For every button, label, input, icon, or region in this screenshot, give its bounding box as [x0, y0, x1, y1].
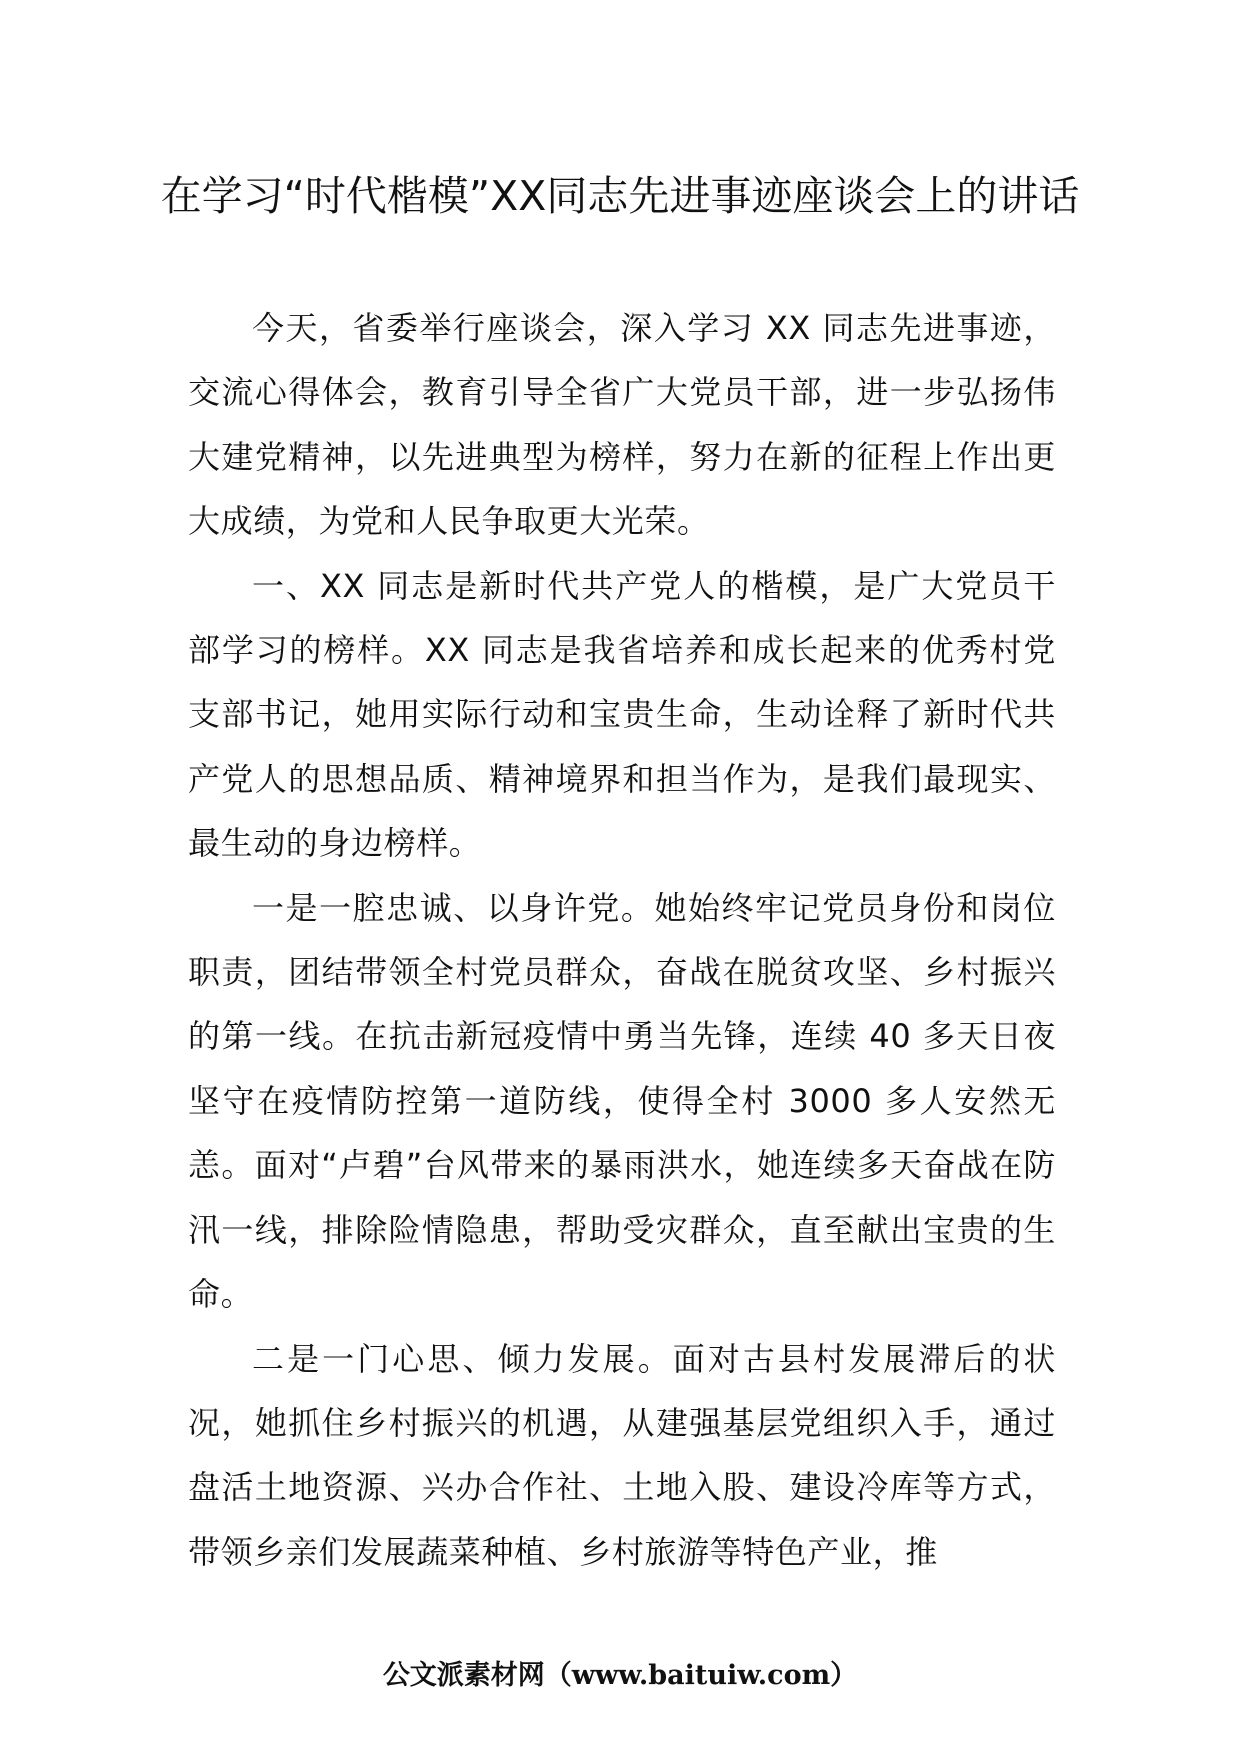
- document-title: 在学习“时代楷模”XX同志先进事迹座谈会上的讲话: [160, 172, 1080, 220]
- footer-watermark: 公文派素材网（www.baituiw.com）: [382, 1660, 858, 1691]
- paragraph-2: 一、XX 同志是新时代共产党人的楷模，是广大党员干部学习的榜样。XX 同志是我省培养和成长起来的优秀村党支部书记，她用实际行动和宝贵生命，生动诠释了新时代共产党人的思想品质、精神境界和担当作为，是我们最现实、最生动的身边榜样。: [188, 566, 1056, 863]
- paragraph-3: 一是一腔忠诚、以身许党。她始终牢记党员身份和岗位职责，团结带领全村党员群众，奋战在脱贫攻坚、乡村振兴的第一线。在抗击新冠疫情中勇当先锋，连续 40 多天日夜坚守在疫情防控第一道防线，使得全村 3000 多人安然无恙。面对“卢碧”台风带来的暴雨洪水，她连续多天奋战在防汛一线，排除险情隐患，帮助受灾群众，直至献出宝贵的生命。: [188, 888, 1056, 1314]
- paragraph-1: 今天，省委举行座谈会，深入学习 XX 同志先进事迹，交流心得体会，教育引导全省广大党员干部，进一步弘扬伟大建党精神，以先进典型为榜样，努力在新的征程上作出更大成绩，为党和人民争取更大光荣。: [188, 309, 1056, 541]
- document-body: [188, 296, 1056, 1584]
- paragraph-4: 二是一门心思、倾力发展。面对古县村发展滞后的状况，她抓住乡村振兴的机遇，从建强基层党组织入手，通过盘活土地资源、兴办合作社、土地入股、建设冷库等方式，带领乡亲们发展蔬菜种植、乡村旅游等特色产业，推: [188, 1339, 1056, 1571]
